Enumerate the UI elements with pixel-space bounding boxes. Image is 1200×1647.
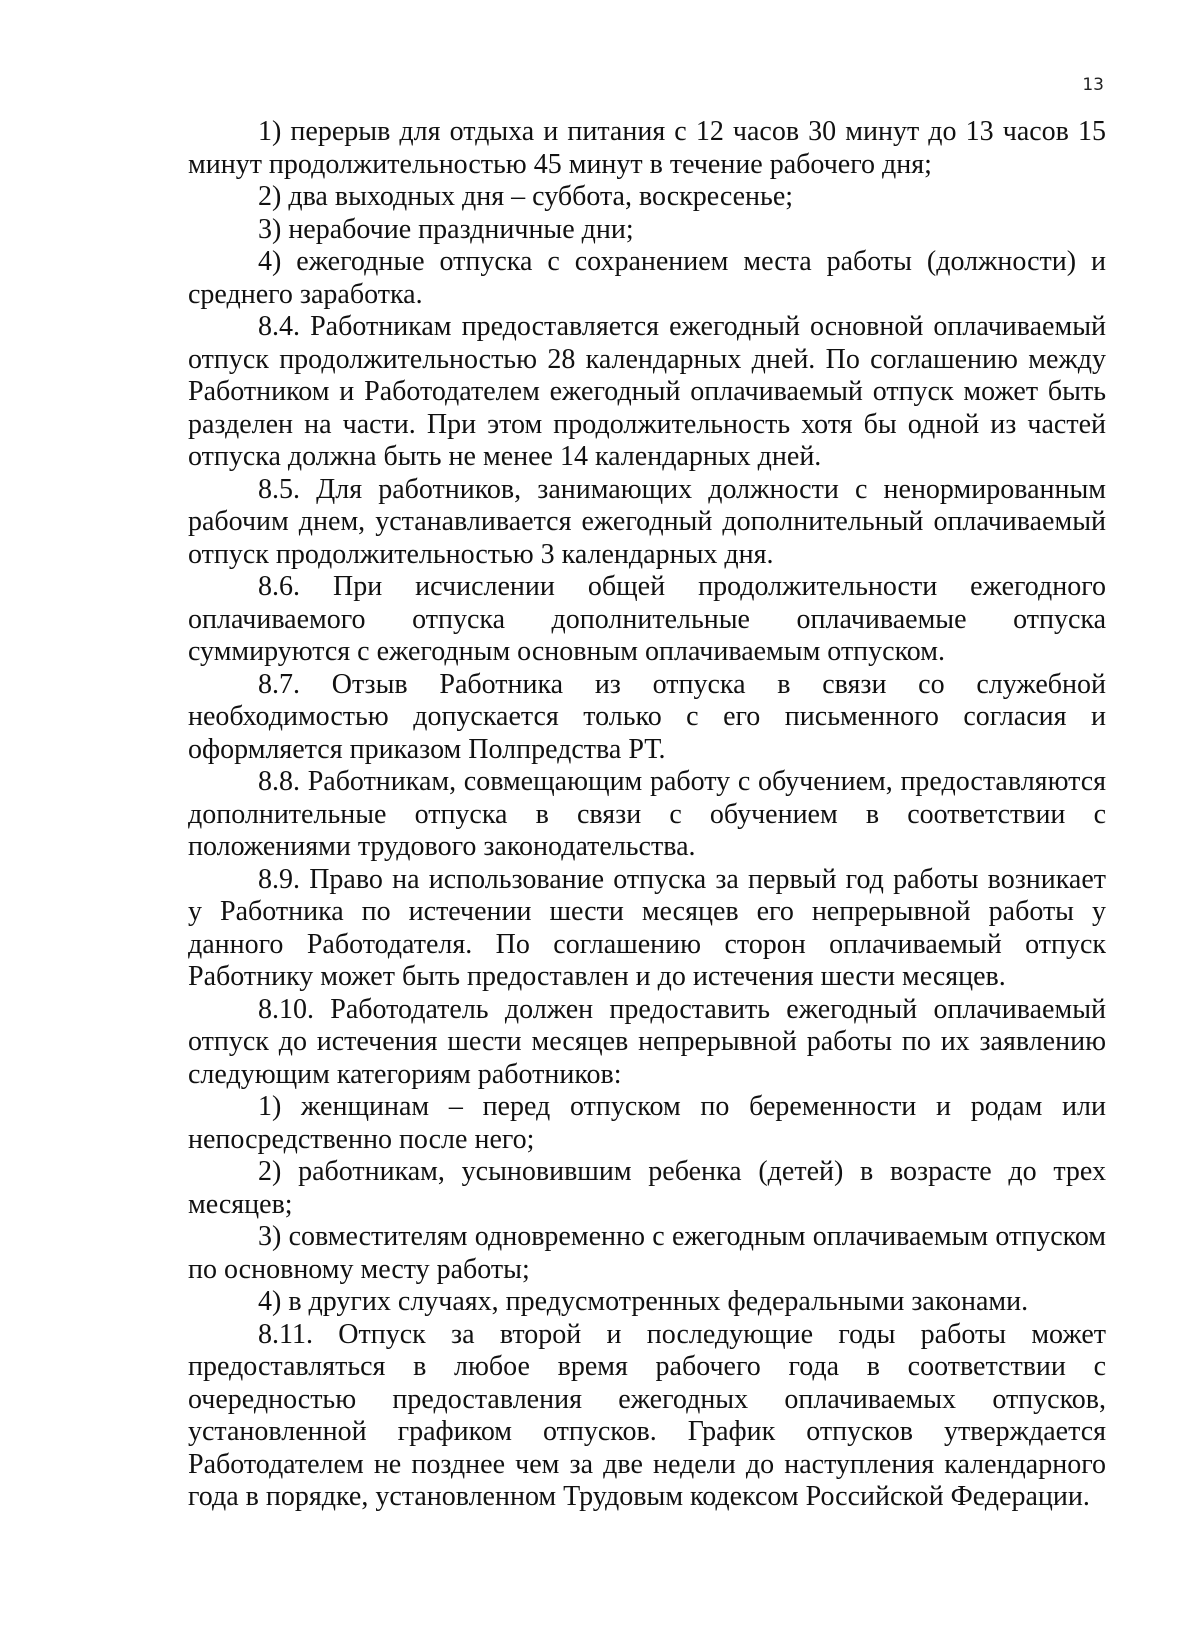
paragraph-8-10: 8.10. Работодатель должен предоставить ежегодный оплачиваемый отпуск до истечения шести месяцев непрерывной работы по их заявлению следующим категориям работников: — [188, 993, 1106, 1090]
paragraph-adoptive: 2) работникам, усыновившим ребенка (детей) в возрасте до трех месяцев; — [188, 1156, 1106, 1220]
document-body — [188, 116, 1106, 1514]
paragraph-other-cases: 4) в других случаях, предусмотренных федеральными законами. — [258, 1286, 1029, 1317]
paragraph-8-11: 8.11. Отпуск за второй и последующие годы работы может предоставляться в любое время рабочего года в соответствии с очередностью предоставления ежегодных оплачиваемых отпусков, установленной графиком отпусков. График отпусков утверждается Работодателем не позднее чем за две недели до наступления календарного года в порядке, установленном Трудовым кодексом Российской Федерации. — [188, 1318, 1106, 1512]
paragraph-days-off: 2) два выходных дня – суббота, воскресенье; — [258, 181, 794, 212]
paragraph-8-5: 8.5. Для работников, занимающих должности с ненормированным рабочим днем, устанавливается ежегодный дополнительный оплачиваемый отпуск продолжительностью 3 календарных дня. — [188, 473, 1106, 570]
paragraph-holidays: 3) нерабочие праздничные дни; — [258, 213, 634, 245]
paragraph-8-7: 8.7. Отзыв Работника из отпуска в связи со служебной необходимостью допускается только с его письменного согласия и оформляется приказом Полпредства РТ. — [188, 668, 1106, 765]
paragraph-8-6: 8.6. При исчислении общей продолжительности ежегодного оплачиваемого отпуска дополнительные оплачиваемые отпуска суммируются с ежегодным основным оплачиваемым отпуском. — [188, 571, 1106, 667]
paragraph-8-8: 8.8. Работникам, совмещающим работу с обучением, предоставляются дополнительные отпуска в связи с обучением в соответствии с положениями трудового законодательства. — [188, 766, 1106, 862]
page-number: 13 — [1082, 75, 1104, 95]
paragraph-8-4: 8.4. Работникам предоставляется ежегодный основной оплачиваемый отпуск продолжительностью 28 календарных дней. По соглашению между Работником и Работодателем ежегодный оплачиваемый отпуск может быть разделен на части. При этом продолжительность хотя бы одной из частей отпуска должна быть не менее 14 календарных дней. — [188, 311, 1106, 472]
paragraph-annual-leave: 4) ежегодные отпуска с сохранением места работы (должности) и среднего заработка. — [188, 246, 1106, 310]
paragraph-break-schedule: 1) перерыв для отдыха и питания с 12 часов 30 минут до 13 часов 15 минут продолжительностью 45 минут в течение рабочего дня; — [188, 116, 1106, 180]
paragraph-8-9: 8.9. Право на использование отпуска за первый год работы возникает у Работника по истечении шести месяцев его непрерывной работы у данного Работодателя. По соглашению сторон оплачиваемый отпуск Работнику может быть предоставлен и до истечения шести месяцев. — [188, 863, 1106, 992]
paragraph-part-time: 3) совместителям одновременно с ежегодным оплачиваемым отпуском по основному месту работы; — [188, 1221, 1106, 1285]
paragraph-women: 1) женщинам – перед отпуском по беременности и родам или непосредственно после него; — [188, 1091, 1106, 1155]
